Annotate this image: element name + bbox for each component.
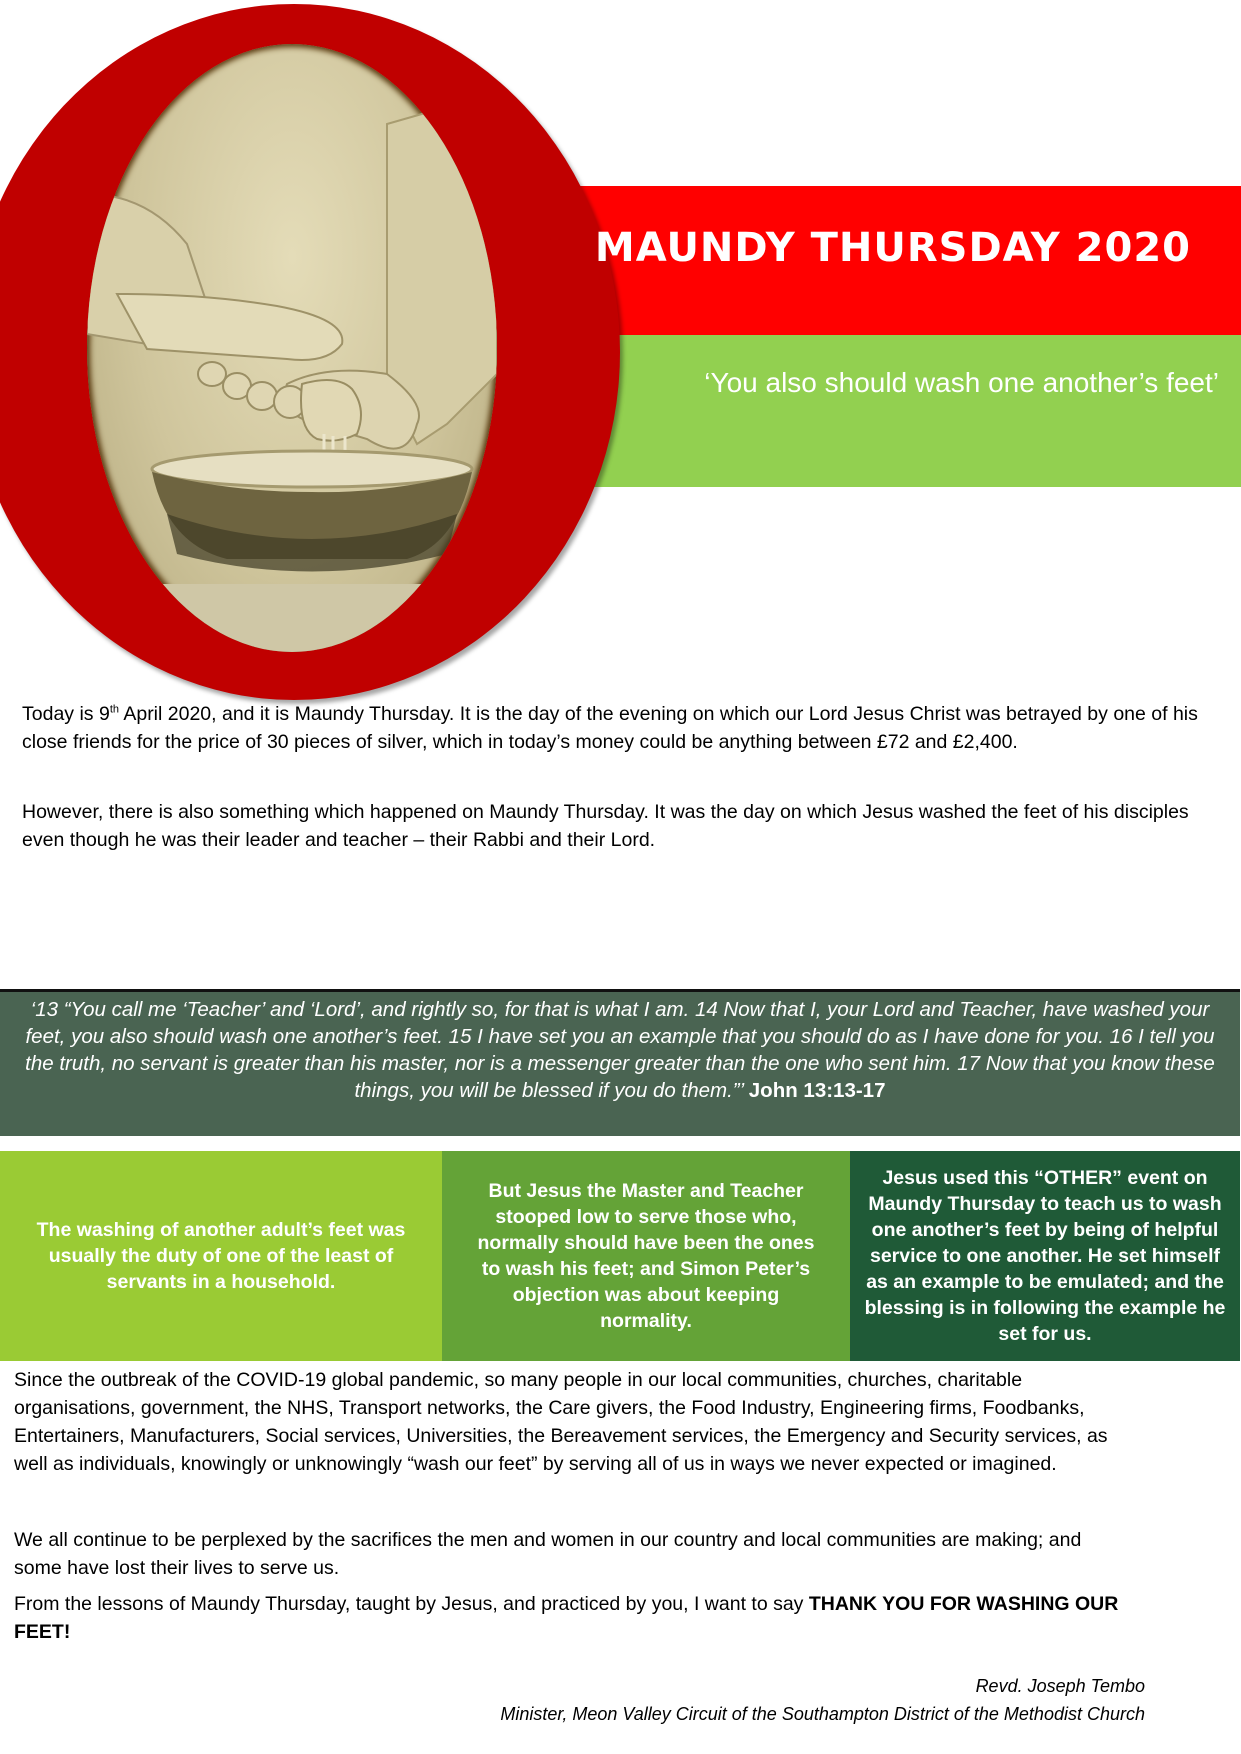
thanks-lead-text: From the lessons of Maundy Thursday, taught by Jesus, and practiced by you, I want to say	[14, 1593, 809, 1615]
page-title: MAUNDY THURSDAY 2020	[594, 225, 1191, 271]
reflection-boxes	[0, 1151, 1240, 1361]
hero-banner	[0, 0, 1241, 720]
reflection-box-master	[442, 1151, 850, 1361]
signature-role: Minister, Meon Valley Circuit of the Southampton District of the Methodist Church	[500, 1704, 1145, 1724]
sculpture-illustration-icon	[87, 44, 497, 652]
thanks-paragraph	[14, 1590, 1124, 1646]
feet-washing-image	[87, 44, 497, 652]
sacrifices-paragraph: We all continue to be perplexed by the sacrifices the men and women in our country and local communities are making; and some have lost their lives to serve us.	[14, 1529, 1082, 1579]
scripture-reference: John 13:13-17	[748, 1079, 886, 1102]
covid-paragraph: Since the outbreak of the COVID-19 global pandemic, so many people in our local communities, churches, charitable organisations, government, the NHS, Transport networks, the Care givers, the Food Industry, Engineering firms, Foodbanks, Entertainers, Manufacturers, Social services, Universities, the Bereavement services, the Emergency and Security services, as well as individuals, knowingly or unknowingly “wash our feet” by serving all of us in ways we never expected or imagined.	[14, 1369, 1108, 1475]
intro-paragraph-1	[22, 700, 1222, 756]
intro-text-date: Today is 9	[22, 703, 110, 725]
reflection-box-text: But Jesus the Master and Teacher stooped low to serve those who, normally should have been the ones to wash his feet; and Simon Peter’s objection was about keeping normality.	[477, 1180, 815, 1332]
reflection-box-example	[850, 1151, 1240, 1361]
scripture-text: ‘13 “You call me ‘Teacher’ and ‘Lord’, and rightly so, for that is what I am. 14 Now that I, your Lord and Teacher, have washed your feet, you also should wash one another’s feet. 15 I have set you an example that you should do as I have done for you. 16 I tell you the truth, no servant is greater than his master, nor is a messenger greater than the one who sent him. 17 Now that you know these things, you will be blessed if you do them.”’	[25, 998, 1215, 1102]
thanks-emphasis: THANK YOU FOR WASHING OUR FEET!	[14, 1593, 1119, 1643]
reflection-box-text: Jesus used this “OTHER” event on Maundy Thursday to teach us to wash one another’s feet by being of helpful service to one another. He set himself as an example to be emulated; and the blessing is in following the example he set for us.	[864, 1167, 1226, 1345]
page-subtitle: ‘You also should wash one another’s feet’	[704, 367, 1219, 398]
signature-block	[500, 1672, 1145, 1728]
ordinal-suffix: th	[109, 703, 119, 716]
reflection-box-servants	[0, 1151, 442, 1361]
signature-name: Revd. Joseph Tembo	[975, 1676, 1145, 1696]
scripture-quote-box	[0, 989, 1240, 1136]
reflection-box-text: The washing of another adult’s feet was usually the duty of one of the least of servants in a household.	[36, 1219, 406, 1293]
intro-paragraph-2: However, there is also something which happened on Maundy Thursday. It was the day on which Jesus washed the feet of his disciples even though he was their leader and teacher – their Rabbi and their Lord.	[22, 801, 1189, 851]
intro-text-rest: April 2020, and it is Maundy Thursday. It is the day of the evening on which our Lord Jesus Christ was betrayed by one of his close friends for the price of 30 pieces of silver, which in today’s money could be anything between £72 and £2,400.	[22, 703, 1198, 753]
